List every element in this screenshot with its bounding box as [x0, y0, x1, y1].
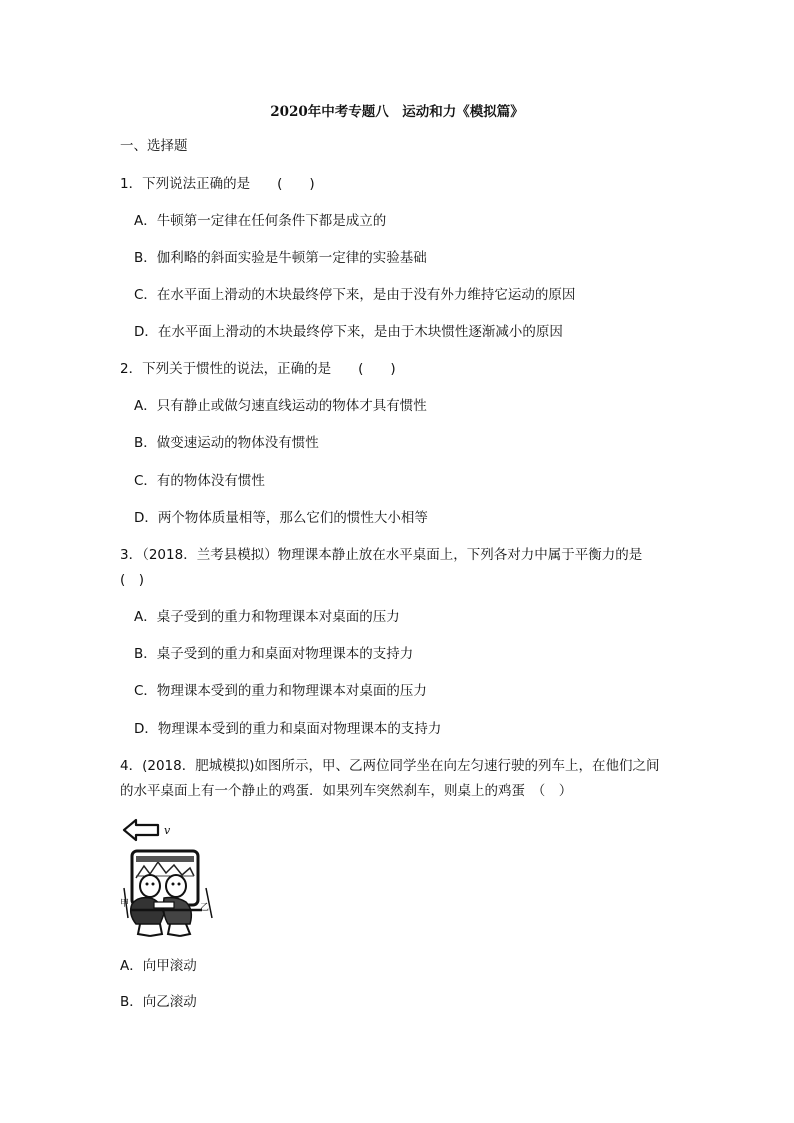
question-2-option-d: D．两个物体质量相等，那么它们的惯性大小相等 [134, 510, 428, 526]
question-2-option-c: C．有的物体没有惯性 [134, 473, 265, 489]
question-3-option-c: C．物理课本受到的重力和物理课本对桌面的压力 [134, 683, 427, 699]
question-1-option-c: C．在水平面上滑动的木块最终停下来，是由于没有外力维持它运动的原因 [134, 287, 576, 303]
question-1-stem: 1．下列说法正确的是 ( ) [120, 176, 315, 192]
question-4-stem-line-1: 4．(2018．肥城模拟)如图所示，甲、乙两位同学坐在向左匀速行驶的列车上，在他们之间 [120, 758, 660, 774]
train-figure [120, 818, 218, 940]
question-3-option-b: B．桌子受到的重力和桌面对物理课本的支持力 [134, 646, 414, 662]
question-4-option-a: A．向甲滚动 [120, 958, 197, 974]
label-yi: 乙 [200, 903, 210, 913]
question-3-option-a: A．桌子受到的重力和物理课本对桌面的压力 [134, 609, 400, 625]
question-2-option-a: A．只有静止或做匀速直线运动的物体才具有惯性 [134, 398, 427, 414]
question-2-stem: 2．下列关于惯性的说法，正确的是 ( ) [120, 361, 396, 377]
question-1-option-a: A．牛顿第一定律在任何条件下都是成立的 [134, 213, 387, 229]
question-3-stem-line-1: 3．（2018．兰考县模拟）物理课本静止放在水平桌面上，下列各对力中属于平衡力的是 [120, 547, 643, 563]
velocity-label: v [164, 824, 171, 837]
question-2-option-b: B．做变速运动的物体没有惯性 [134, 435, 319, 451]
question-1-option-b: B．伽利略的斜面实验是牛顿第一定律的实验基础 [134, 250, 427, 266]
question-4-stem-line-2: 的水平桌面上有一个静止的鸡蛋．如果列车突然刹车，则桌上的鸡蛋 （ ） [120, 783, 573, 799]
velocity-arrow-icon [124, 820, 158, 840]
question-3-option-d: D．物理课本受到的重力和桌面对物理课本的支持力 [134, 721, 442, 737]
question-3-stem-line-2: ( ) [120, 572, 145, 588]
question-4-option-b: B．向乙滚动 [120, 994, 197, 1010]
person-jia-head [140, 875, 160, 897]
train-illustration [120, 818, 218, 940]
label-jia: 甲 [120, 899, 130, 909]
page-title: 2020年中考专题八 运动和力《模拟篇》 [270, 104, 524, 120]
question-1-option-d: D．在水平面上滑动的木块最终停下来，是由于木块惯性逐渐减小的原因 [134, 324, 563, 340]
person-yi-head [166, 875, 186, 897]
section-heading: 一、选择题 [120, 138, 188, 154]
